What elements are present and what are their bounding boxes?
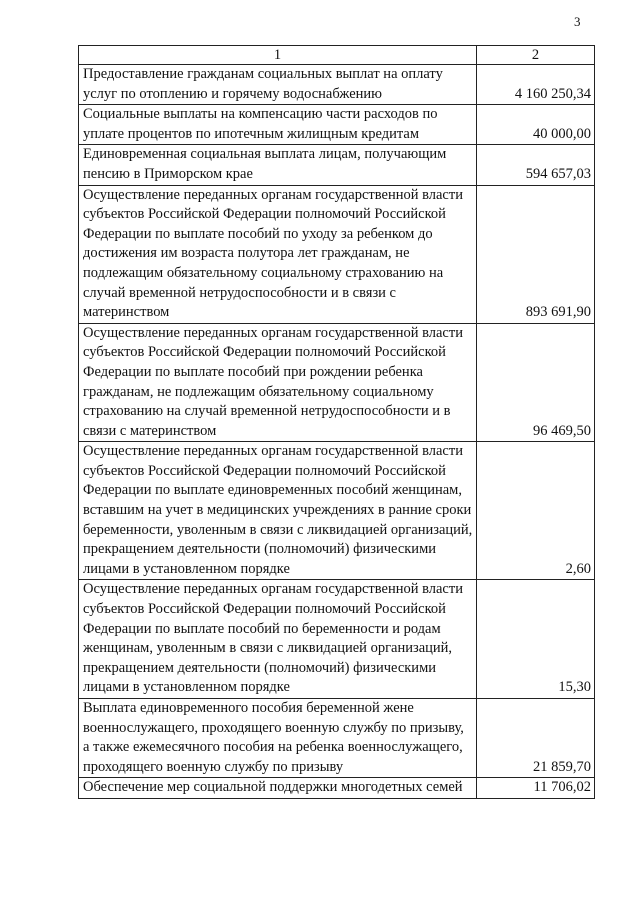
row-description: Выплата единовременного пособия беременной жене военнослужащего, проходящего военную службу по призыву, а также ежемесячного пособия на ребенка военнослужащего, проходящего военную службу по призыву [79,699,477,778]
row-description: Осуществление переданных органам государственной власти субъектов Российской Федерации полномочий Российской Федерации по выплате пособий по уходу за ребенком до достижения им возраста полутора лет гражданам, не подлежащим обязательному социальному страхованию на случай временной нетрудоспособности и в связи с материнством [79,185,477,323]
row-description: Осуществление переданных органам государственной власти субъектов Российской Федерации полномочий Российской Федерации по выплате единовременных пособий женщинам, вставшим на учет в медицинских учреждениях в ранние сроки беременности, уволенным в связи с ликвидацией организаций, прекращением деятельности (полномочий) физическими лицами в установленном порядке [79,442,477,580]
table-row [79,145,595,185]
column-header-2: 2 [477,46,595,65]
table-row [79,323,595,442]
row-amount: 11 706,02 [477,778,595,799]
row-description: Обеспечение мер социальной поддержки многодетных семей [79,778,477,799]
row-amount: 21 859,70 [477,699,595,778]
row-description: Осуществление переданных органам государственной власти субъектов Российской Федерации полномочий Российской Федерации по выплате пособий по беременности и родам женщинам, уволенным в связи с ликвидацией организаций, прекращением деятельности (полномочий) физическими лицами в установленном порядке [79,580,477,699]
table-row [79,65,595,105]
row-description: Единовременная социальная выплата лицам, получающим пенсию в Приморском крае [79,145,477,185]
table-row [79,185,595,323]
table-row [79,580,595,699]
row-description: Предоставление гражданам социальных выплат на оплату услуг по отоплению и горячему водоснабжению [79,65,477,105]
row-amount: 893 691,90 [477,185,595,323]
table-row [79,778,595,799]
table-row [79,105,595,145]
budget-table [78,45,595,799]
row-description: Осуществление переданных органам государственной власти субъектов Российской Федерации полномочий Российской Федерации по выплате пособий при рождении ребенка гражданам, не подлежащим обязательному социальному страхованию на случай временной нетрудоспособности и в связи с материнством [79,323,477,442]
row-amount: 2,60 [477,442,595,580]
row-description: Социальные выплаты на компенсацию части расходов по уплате процентов по ипотечным жилищным кредитам [79,105,477,145]
row-amount: 40 000,00 [477,105,595,145]
table-row [79,699,595,778]
row-amount: 96 469,50 [477,323,595,442]
row-amount: 4 160 250,34 [477,65,595,105]
row-amount: 15,30 [477,580,595,699]
row-amount: 594 657,03 [477,145,595,185]
budget-table-body [79,46,595,799]
table-header-row [79,46,595,65]
column-header-1: 1 [79,46,477,65]
table-row [79,442,595,580]
page-number: 3 [574,14,581,29]
